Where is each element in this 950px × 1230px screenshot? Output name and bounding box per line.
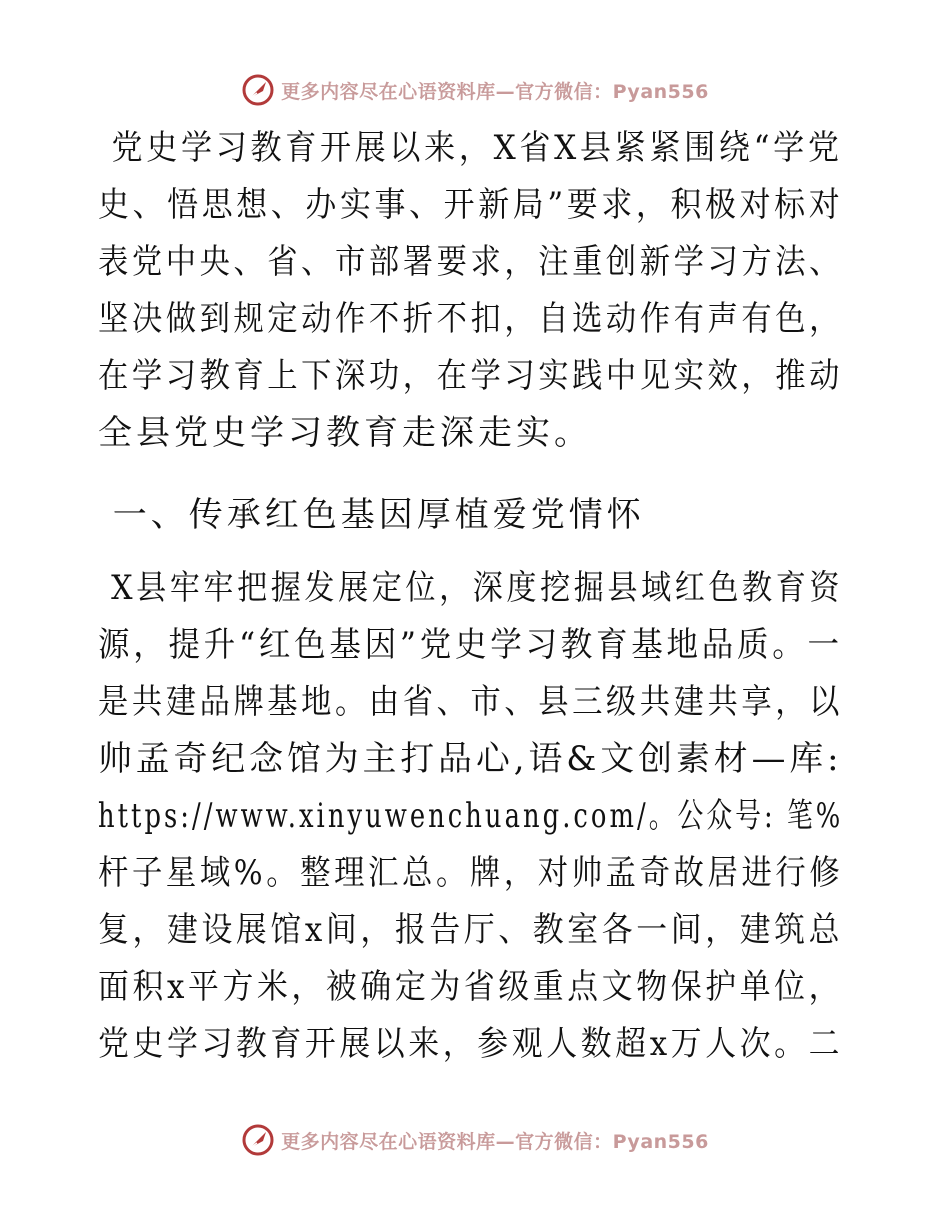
footer-watermark <box>0 1120 950 1160</box>
quill-logo-icon <box>241 1123 275 1157</box>
section-heading: 一、传承红色基因厚植爱党情怀 <box>98 495 645 535</box>
body-line: 全县党史学习教育走深走实。 <box>98 413 592 453</box>
header-watermark-text: 更多内容尽在心语资料库—官方微信：Pyan556 <box>281 80 709 103</box>
body-line: 帅孟奇纪念馆为主打品心,语&文创素材—库: <box>98 739 843 779</box>
quill-logo-icon <box>241 73 275 107</box>
body-line: https://www.xinyuwenchuang.com/。公众号: 笔% <box>98 796 844 836</box>
body-line: 是共建品牌基地。由省、市、县三级共建共享，以 <box>98 682 843 722</box>
body-line: X县牢牢把握发展定位，深度挖掘县域红色教育资 <box>98 568 844 608</box>
footer-watermark-text: 更多内容尽在心语资料库—官方微信：Pyan556 <box>281 1130 709 1153</box>
body-line: 复，建设展馆x间，报告厅、教室各一间，建筑总 <box>98 910 844 950</box>
header-watermark <box>0 70 950 110</box>
body-line: 表党中央、省、市部署要求，注重创新学习方法、 <box>98 242 843 282</box>
body-line: 杆子星域%。整理汇总。牌，对帅孟奇故居进行修 <box>98 853 844 893</box>
body-line: 坚决做到规定动作不折不扣，自选动作有声有色， <box>98 299 843 339</box>
body-line: 党史学习教育开展以来，X省X县紧紧围绕“学党 <box>98 128 843 168</box>
body-line: 党史学习教育开展以来，参观人数超x万人次。二 <box>98 1024 844 1064</box>
body-line: 在学习教育上下深功，在学习实践中见实效，推动 <box>98 356 843 396</box>
body-line: 面积x平方米，被确定为省级重点文物保护单位， <box>98 967 844 1007</box>
body-line: 史、悟思想、办实事、开新局”要求，积极对标对 <box>98 185 844 225</box>
body-line: 源，提升“红色基因”党史学习教育基地品质。一 <box>98 625 843 665</box>
